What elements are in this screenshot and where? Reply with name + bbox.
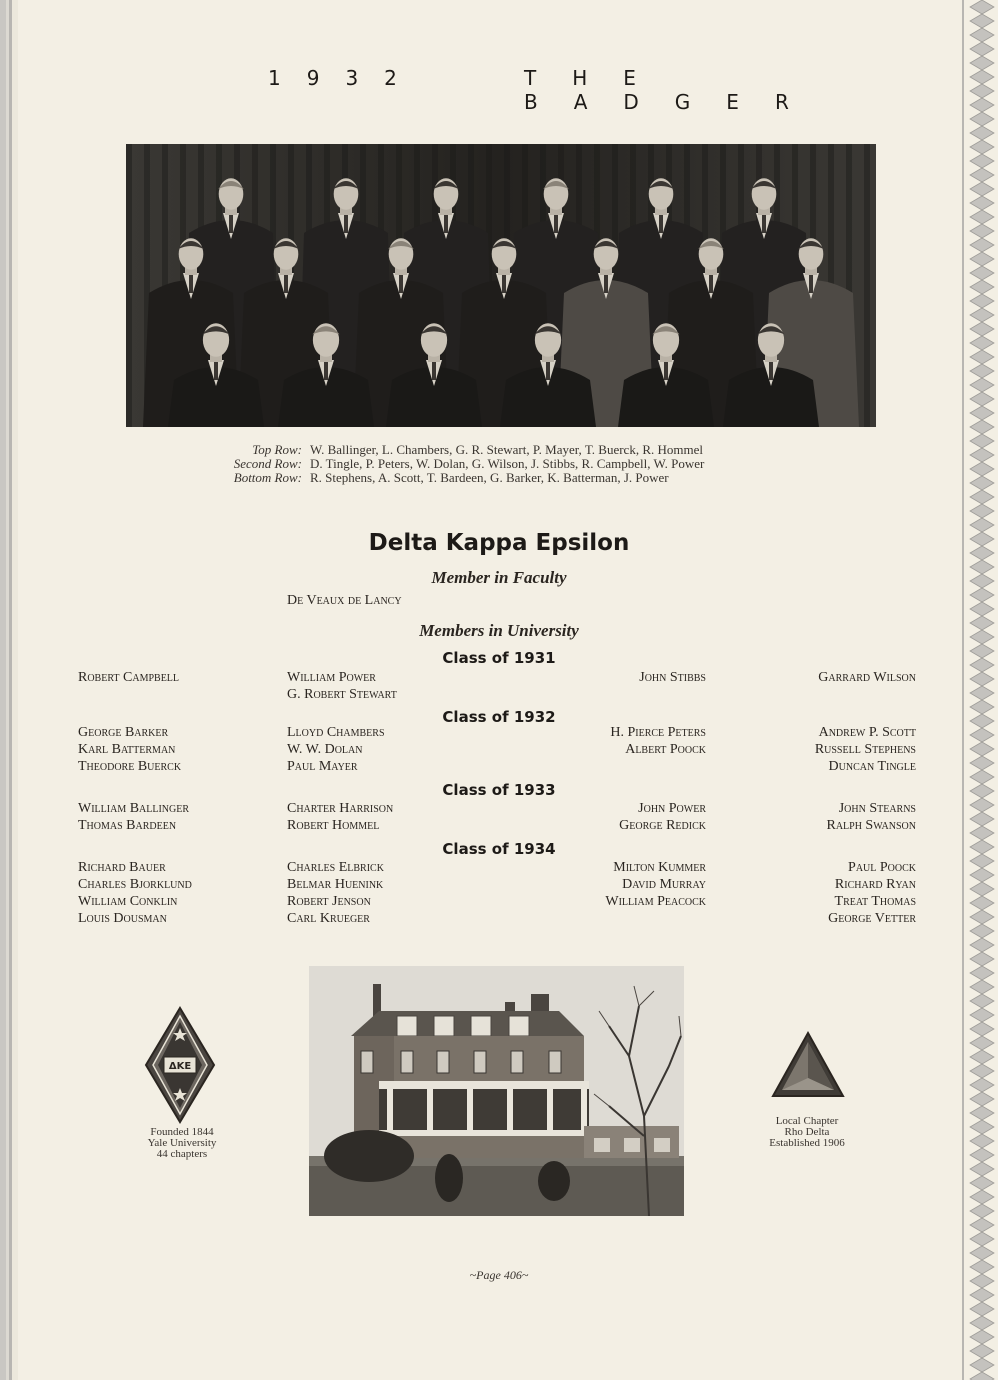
border-diamond	[970, 1218, 994, 1232]
border-diamond	[970, 1106, 994, 1120]
class-1933-column-2	[287, 800, 393, 834]
border-diamond	[970, 1022, 994, 1036]
header-title: THE BADGER	[524, 66, 825, 114]
border-diamond	[970, 1344, 994, 1358]
class-1931-column-3	[639, 669, 706, 686]
border-diamond	[970, 952, 994, 966]
member-name: Garrard Wilson	[818, 670, 916, 685]
member-name: Ralph Swanson	[826, 818, 916, 833]
member-name: Paul Poock	[848, 860, 916, 875]
border-diamond	[970, 980, 994, 994]
member-name: Robert Hommel	[287, 818, 380, 833]
class-1933-column-4	[826, 800, 916, 834]
border-diamond	[970, 392, 994, 406]
border-diamond	[970, 84, 994, 98]
member-name: George Redick	[619, 818, 706, 833]
border-diamond	[970, 1246, 994, 1260]
organization-title: Delta Kappa Epsilon	[368, 530, 630, 556]
border-diamond	[970, 812, 994, 826]
border-diamond	[970, 1036, 994, 1050]
border-diamond	[970, 238, 994, 252]
member-name: John Power	[638, 801, 706, 816]
chapter-established: Established 1906	[769, 1137, 845, 1149]
member-name: Milton Kummer	[613, 860, 706, 875]
class-1932-column-1	[78, 724, 181, 775]
member-name: Treat Thomas	[834, 894, 916, 909]
border-diamond	[970, 1064, 994, 1078]
member-name: Thomas Bardeen	[78, 818, 177, 833]
member-name: G. Robert Stewart	[287, 687, 397, 702]
border-diamond	[970, 1148, 994, 1162]
border-diamond	[970, 70, 994, 84]
caption-top-row	[100, 443, 900, 457]
border-diamond	[970, 154, 994, 168]
border-diamond	[970, 182, 994, 196]
member-name: Charter Harrison	[287, 801, 394, 816]
page-header	[268, 66, 928, 114]
border-diamond	[970, 588, 994, 602]
member-name: Albert Poock	[625, 742, 706, 757]
class-1932-column-4	[815, 724, 916, 775]
member-name: Karl Batterman	[78, 742, 176, 757]
member-name: Paul Mayer	[287, 759, 358, 774]
caption-row-label: Top Row:	[252, 442, 302, 457]
border-diamond	[970, 42, 994, 56]
border-diamond	[970, 1120, 994, 1134]
border-diamond	[970, 1232, 994, 1246]
page-left-edge	[0, 0, 18, 1380]
chapter-name: Rho Delta	[784, 1126, 830, 1138]
photo-caption	[100, 443, 900, 485]
border-diamond	[970, 210, 994, 224]
border-diamond	[970, 1008, 994, 1022]
border-diamond	[970, 364, 994, 378]
member-name: Theodore Buerck	[78, 759, 182, 774]
class-1932-column-3	[610, 724, 706, 758]
border-diamond	[970, 462, 994, 476]
border-diamond	[970, 378, 994, 392]
border-diamond	[970, 756, 994, 770]
member-name: William Ballinger	[78, 801, 190, 816]
border-diamond	[970, 798, 994, 812]
border-diamond	[970, 350, 994, 364]
caption-row-label: Second Row:	[233, 456, 302, 471]
member-name: William Conklin	[78, 894, 178, 909]
border-diamond	[970, 434, 994, 448]
member-name: George Barker	[78, 725, 169, 740]
member-name: Belmar Huenink	[287, 877, 384, 892]
page-number: ~Page 406~	[469, 1268, 529, 1282]
border-diamond	[970, 294, 994, 308]
border-diamond	[970, 672, 994, 686]
caption-row-names: R. Stephens, A. Scott, T. Bardeen, G. Barker, K. Batterman, J. Power	[310, 470, 669, 485]
border-diamond	[970, 966, 994, 980]
class-1932-column-2	[287, 724, 385, 775]
border-diamond	[970, 938, 994, 952]
border-diamond	[970, 1302, 994, 1316]
class-1931-column-2	[287, 669, 397, 703]
member-name: Carl Krueger	[287, 911, 370, 926]
border-diamond	[970, 1358, 994, 1372]
class-1931-column-4	[818, 669, 916, 686]
border-diamond	[970, 266, 994, 280]
member-name: Charles Bjorklund	[78, 877, 192, 892]
border-diamond	[970, 140, 994, 154]
caption-second-row	[100, 457, 900, 471]
border-diamond	[970, 112, 994, 126]
border-diamond	[970, 420, 994, 434]
member-name: Robert Jenson	[287, 894, 371, 909]
class-1934-column-1	[78, 859, 192, 927]
border-diamond	[970, 56, 994, 70]
border-diamond	[970, 728, 994, 742]
class-1934-column-4	[828, 859, 916, 927]
founded-info	[128, 1127, 236, 1160]
class-1933-column-3	[619, 800, 706, 834]
border-diamond	[970, 1176, 994, 1190]
founded-year: Founded 1844	[150, 1126, 214, 1138]
border-diamond	[970, 28, 994, 42]
member-name: Charles Elbrick	[287, 860, 384, 875]
border-diamond	[970, 252, 994, 266]
member-name: Russell Stephens	[814, 742, 916, 757]
member-name: Richard Ryan	[834, 877, 916, 892]
chapter-count: 44 chapters	[156, 1148, 208, 1160]
border-diamond	[970, 1092, 994, 1106]
border-diamond	[970, 336, 994, 350]
faculty-member: De Veaux de Lancy	[287, 593, 402, 608]
border-diamond	[970, 322, 994, 336]
founded-university: Yale University	[147, 1137, 217, 1149]
border-diamond	[970, 686, 994, 700]
border-diamond	[970, 896, 994, 910]
member-name: George Vetter	[828, 911, 916, 926]
member-name: Duncan Tingle	[828, 759, 916, 774]
border-diamond	[970, 476, 994, 490]
member-name: John Stearns	[838, 801, 916, 816]
member-name: William Power	[287, 670, 376, 685]
class-heading-1931: Class of 1931	[442, 649, 556, 667]
class-1931-column-1	[78, 669, 179, 686]
member-name: Richard Bauer	[78, 860, 166, 875]
chapter-info	[752, 1116, 862, 1149]
border-diamond	[970, 994, 994, 1008]
member-name: David Murray	[622, 877, 706, 892]
member-name: H. Pierce Peters	[610, 725, 706, 740]
group-photo	[126, 144, 876, 427]
border-diamond	[970, 1078, 994, 1092]
header-year: 1932	[268, 66, 423, 90]
border-diamond	[970, 826, 994, 840]
member-name: W. W. Dolan	[287, 742, 363, 757]
badge-letters: ΔKE	[168, 1061, 192, 1072]
border-diamond	[970, 602, 994, 616]
border-diamond	[970, 1330, 994, 1344]
member-name: Louis Dousman	[78, 911, 167, 926]
border-diamond	[970, 98, 994, 112]
caption-row-label: Bottom Row:	[233, 470, 302, 485]
class-heading-1932: Class of 1932	[442, 708, 556, 726]
caption-row-names: W. Ballinger, L. Chambers, G. R. Stewart, P. Mayer, T. Buerck, R. Hommel	[310, 442, 703, 457]
faculty-heading: Member in Faculty	[431, 568, 567, 587]
class-heading-1934: Class of 1934	[442, 840, 556, 858]
border-diamond	[970, 1372, 994, 1380]
university-heading: Members in University	[419, 621, 579, 640]
diamond-border-pattern	[966, 0, 998, 1380]
border-diamond	[970, 882, 994, 896]
border-diamond	[970, 924, 994, 938]
border-diamond	[970, 168, 994, 182]
border-diamond	[970, 1288, 994, 1302]
border-diamond	[970, 1134, 994, 1148]
chapter-emblem	[770, 1030, 846, 1105]
class-1934-column-3	[605, 859, 706, 910]
member-name: Andrew P. Scott	[818, 725, 916, 740]
border-diamond	[970, 308, 994, 322]
border-diamond	[970, 868, 994, 882]
caption-row-names: D. Tingle, P. Peters, W. Dolan, G. Wilson, J. Stibbs, R. Campbell, W. Power	[310, 456, 705, 471]
border-diamond	[970, 448, 994, 462]
class-1933-column-1	[78, 800, 189, 834]
chapter-house-photo	[309, 966, 684, 1216]
border-diamond	[970, 1162, 994, 1176]
member-name: John Stibbs	[639, 670, 706, 685]
border-diamond	[970, 1204, 994, 1218]
class-heading-1933: Class of 1933	[442, 781, 556, 799]
border-diamond	[970, 1316, 994, 1330]
member-name: Lloyd Chambers	[287, 725, 385, 740]
border-diamond	[970, 126, 994, 140]
member-name: Robert Campbell	[78, 670, 180, 685]
border-diamond	[970, 280, 994, 294]
border-diamond	[970, 14, 994, 28]
class-1934-column-2	[287, 859, 384, 927]
border-diamond	[970, 406, 994, 420]
border-diamond	[970, 1190, 994, 1204]
decorative-right-border	[962, 0, 998, 1380]
border-diamond	[970, 742, 994, 756]
caption-bottom-row	[100, 471, 900, 485]
border-diamond	[970, 224, 994, 238]
border-diamond	[970, 504, 994, 518]
fraternity-badge	[144, 1006, 216, 1129]
border-diamond	[970, 910, 994, 924]
member-name: William Peacock	[605, 894, 706, 909]
border-diamond	[970, 196, 994, 210]
chapter-label: Local Chapter	[775, 1115, 839, 1127]
border-diamond	[970, 1050, 994, 1064]
border-diamond	[970, 490, 994, 504]
border-diamond	[970, 0, 994, 14]
